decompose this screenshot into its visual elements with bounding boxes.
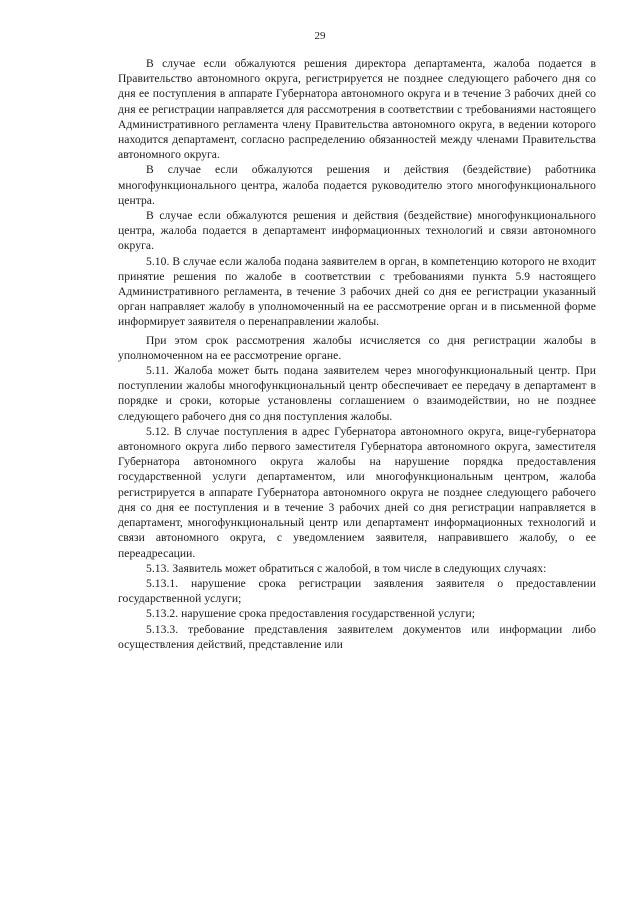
page-number: 29 [314, 30, 326, 42]
paragraph-5-10: 5.10. В случае если жалоба подана заявителем в орган, в компетенцию которого не входит принятие решения по жалобе в соответствии с требованиями пункта 5.9 настоящего Административного регламента, в течение 3 рабочих дней со дня ее регистрации указанный орган направляет жалобу в уполномоченный на ее рассмотрение орган и в письменной форме информирует заявителя о перенаправлении жалобы. [118, 254, 596, 329]
paragraph-director-complaint: В случае если обжалуются решения директора департамента, жалоба подается в Правительство автономного округа, регистрируется не позднее следующего рабочего дня со дня ее поступления в аппарате Губернатора автономного округа и в течение 3 рабочих дней со дня ее регистрации направляется для рассмотрения в соответствии с требованиями настоящего Административного регламента члену Правительства автономного округа, в ведении которого находится департамент, согласно распределению обязанностей между членами Правительства автономного округа. [118, 57, 596, 162]
paragraph-mfc-employee-complaint: В случае если обжалуются решения и действия (бездействие) работника многофункционального центра, жалоба подается руководителю этого многофункционального центра. [118, 163, 596, 207]
document-body [118, 56, 596, 652]
paragraph-5-13-1: 5.13.1. нарушение срока регистрации заявления заявителя о предоставлении государственной услуги; [118, 576, 596, 606]
paragraph-5-13-3: 5.13.3. требование представления заявителем документов или информации либо осуществления действий, представление или [118, 622, 596, 651]
paragraph-5-13-2: 5.13.2. нарушение срока предоставления государственной услуги; [146, 607, 476, 621]
paragraph-5-13: 5.13. Заявитель может обратиться с жалобой, в том числе в следующих случаях: [146, 561, 547, 575]
paragraph-term-calculation: При этом срок рассмотрения жалобы исчисляется со дня регистрации жалобы в уполномоченном на ее рассмотрение органе. [118, 333, 596, 362]
paragraph-mfc-complaint: В случае если обжалуются решения и действия (бездействие) многофункционального центра, жалоба подается в департамент информационных технологий и связи автономного округа. [118, 209, 596, 253]
paragraph-5-12: 5.12. В случае поступления в адрес Губернатора автономного округа, вице-губернатора автономного округа либо первого заместителя Губернатора автономного округа, заместителя Губернатора автономного округа жалобы на нарушение порядка предоставления государственной услуги департаментом, или многофункциональным центром, жалоба регистрируется в аппарате Губернатора автономного округа не позднее следующего рабочего дня со дня ее поступления и в течение 3 рабочих дней со дня регистрации направляется в департамент, многофункциональный центр или департамент информационных технологий и связи автономного округа, с уведомлением заявителя, направившего жалобу, о ее переадресации. [118, 424, 596, 560]
paragraph-5-11: 5.11. Жалоба может быть подана заявителем через многофункциональный центр. При поступлении жалобы многофункциональный центр обеспечивает ее передачу в департамент в порядке и сроки, которые установлены соглашением о взаимодействии, но не позднее следующего рабочего дня со дня поступления жалобы. [118, 364, 596, 423]
